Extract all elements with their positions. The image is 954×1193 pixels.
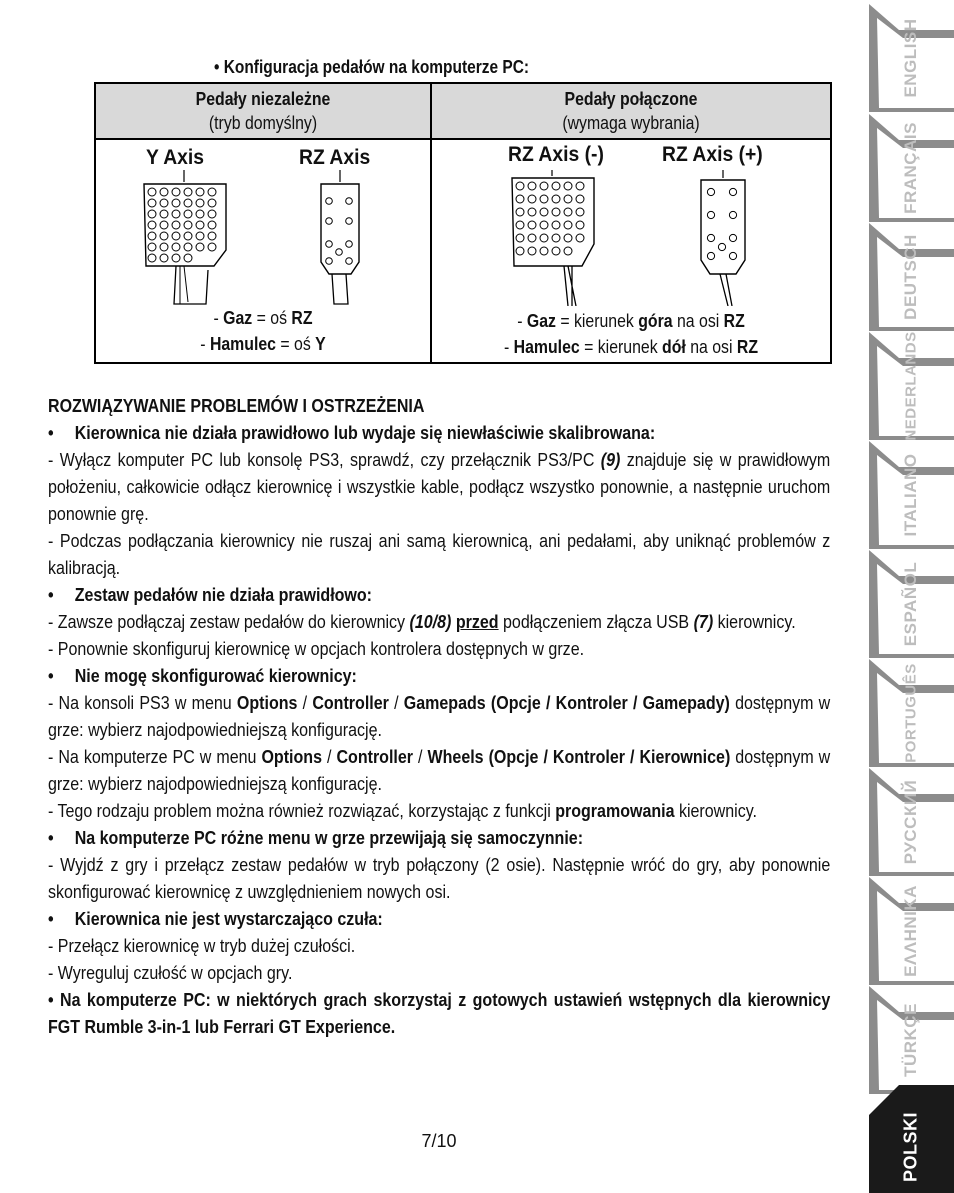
left-header-title: Pedały niezależne	[195, 89, 331, 109]
bullet-sensitivity: • Kierownica nie jest wystarczająco czuła:	[48, 909, 383, 929]
tab-espanol[interactable]: ESPAÑOL	[869, 550, 954, 658]
tab-nederlands[interactable]: NEDERLANDS	[869, 332, 954, 440]
paragraph-2: - Podczas podłączania kierownicy nie ruszaj ani samą kierownicą, ani pedałami, aby uniknąć problemów z kalibracją.	[48, 531, 831, 578]
brake-pedal-icon	[140, 170, 230, 306]
tab-greek[interactable]: ΕΛΛΗΝΙΚΑ	[869, 877, 954, 985]
paragraph-6: - Na komputerze PC w menu Options / Controller / Wheels (Opcje / Kontroler / Kierownice) dostępnym w grze: wybierz najodpowiedniejszą konfigurację.	[48, 747, 831, 794]
right-header-subtitle: (wymaga wybrania)	[562, 113, 700, 133]
tab-portugues[interactable]: PORTUGUÊS	[869, 659, 954, 767]
paragraph-1: - Wyłącz komputer PC lub konsolę PS3, sprawdź, czy przełącznik PS3/PC (9) znajduje się w prawidłowym położeniu, całkowicie odłącz kierownicę i wszystkie kable, podłącz wszystko ponownie, a następnie uruchom ponownie grę.	[48, 450, 831, 524]
combined-brake-pedal-icon	[508, 170, 598, 306]
left-caption-brake: - Hamulec = oś Y	[200, 334, 326, 354]
bullet-pedals: • Zestaw pedałów nie działa prawidłowo:	[48, 585, 373, 605]
bullet-menus-scroll: • Na komputerze PC różne menu w grze przewijają się samoczynnie:	[48, 828, 584, 848]
left-header	[96, 84, 430, 140]
section-title: ROZWIĄZYWANIE PROBLEMÓW I OSTRZEŻENIA	[48, 396, 425, 416]
tab-russian[interactable]: РУССКИЙ	[869, 768, 954, 876]
rz-minus-axis-label: RZ Axis (-)	[508, 143, 604, 166]
tab-turkce[interactable]: TÜRKÇE	[869, 986, 954, 1094]
bullet-presets: • Na komputerze PC: w niektórych grach skorzystaj z gotowych ustawień wstępnych dla kierownicy FGT Rumble 3-in-1 lub Ferrari GT Experience.	[48, 990, 831, 1037]
paragraph-7: - Tego rodzaju problem można również rozwiązać, korzystając z funkcji programowania kierownicy.	[48, 801, 758, 821]
right-header-title: Pedały połączone	[564, 89, 698, 109]
paragraph-9: - Przełącz kierownicę w tryb dużej czułości.	[48, 936, 356, 956]
tab-polski-active[interactable]: POLSKI	[869, 1085, 954, 1193]
table-heading: • Konfiguracja pedałów na komputerze PC:	[214, 57, 530, 77]
right-caption-brake: - Hamulec = kierunek dół na osi RZ	[503, 337, 759, 357]
troubleshooting-section	[48, 393, 830, 1041]
y-axis-label: Y Axis	[146, 146, 205, 169]
paragraph-5: - Na konsoli PS3 w menu Options / Controller / Gamepads (Opcje / Kontroler / Gamepady) dostępnym w grze: wybierz najodpowiedniejszą konfigurację.	[48, 693, 831, 740]
bullet-wheel-calibration: • Kierownica nie działa prawidłowo lub wydaje się niewłaściwie skalibrowana:	[48, 423, 656, 443]
combined-throttle-pedal-icon	[698, 170, 748, 306]
tab-italiano[interactable]: ITALIANO	[869, 441, 954, 549]
rz-plus-axis-label: RZ Axis (+)	[662, 143, 763, 166]
tab-francais[interactable]: FRANÇAIS	[869, 114, 954, 222]
paragraph-8: - Wyjdź z gry i przełącz zestaw pedałów w tryb połączony (2 osie). Następnie wróć do gry, aby ponownie skonfigurować kierownicę z uwzględnieniem nowych osi.	[48, 855, 831, 902]
paragraph-10: - Wyreguluj czułość w opcjach gry.	[48, 963, 293, 983]
rz-axis-label: RZ Axis	[299, 146, 371, 169]
right-header	[432, 84, 830, 140]
tab-english[interactable]: ENGLISH	[869, 4, 954, 112]
paragraph-3: - Zawsze podłączaj zestaw pedałów do kierownicy (10/8) przed podłączeniem złącza USB (7) kierownicy.	[48, 612, 796, 632]
tab-deutsch[interactable]: DEUTSCH	[869, 223, 954, 331]
language-tabs	[869, 0, 954, 1193]
right-caption-throttle: - Gaz = kierunek góra na osi RZ	[517, 311, 745, 331]
page-number: 7/10	[421, 1131, 457, 1151]
paragraph-4: - Ponownie skonfiguruj kierownicę w opcjach kontrolera dostępnych w grze.	[48, 639, 585, 659]
bullet-configure: • Nie mogę skonfigurować kierownicy:	[48, 666, 357, 686]
left-caption-throttle: - Gaz = oś RZ	[213, 308, 313, 328]
table-divider	[430, 84, 432, 362]
pedal-config-table	[94, 82, 832, 364]
left-header-subtitle: (tryb domyślny)	[208, 113, 318, 133]
throttle-pedal-icon	[318, 170, 362, 306]
